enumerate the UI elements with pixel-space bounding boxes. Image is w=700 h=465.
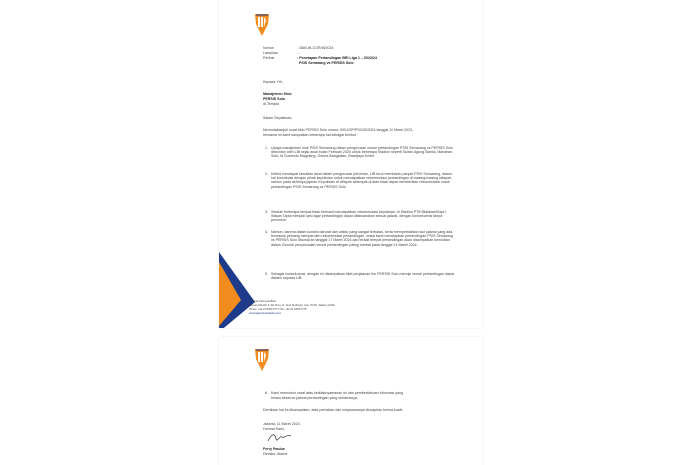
lib-logo-icon	[251, 12, 273, 38]
closing-text: Demikian hal ini disampaikan, atas perhatian dan kerjasamanya diucapkan terima kasih.	[263, 408, 404, 412]
signer-name: Ferry Paulus	[263, 447, 285, 451]
intro-line-2: bersama ini kami sampaikan beberapa hal sebagai berikut :	[263, 133, 358, 137]
perihal-value-2: PSIS Semarang vs PERSIS Solo	[299, 61, 354, 65]
recipient-line3: PERSIS Solo	[263, 97, 285, 101]
point-text: Setelah beberapa tempat tidak berhasil mendapatkan rekomendasi kepolisian, di Stadion PTIK/Batakan/Kapt I Wayan Dipta menjadi opsi agar pertandingan dapat dilaksanakan sesuai jadwal, dengan konsekuensi tanpa penonton.	[271, 210, 447, 223]
point6-line2: terlalu dekat ke jadwal pertandingan yang seharusnya.	[271, 396, 358, 400]
letter-date: Jakarta, 11 Maret 2024	[263, 422, 300, 426]
lampiran-label: Lampiran	[263, 51, 278, 55]
recipient-line2: Manajemen Klub	[263, 92, 292, 96]
intro-line-1: Menindaklanjuti surat klub PERSIS Solo nomor: 0001/SP/PSO/III/2024 tanggal 11 Maret 2023,	[263, 128, 414, 132]
signer-title: Direktur Utama	[263, 452, 288, 456]
nomor-label: Nomor	[263, 46, 274, 50]
footer-address: Menara Mandiri II, 9th Floor, Jl. Jend Sudirman, Kav. 54-55, Jakarta 12190	[249, 304, 335, 307]
lib-logo-icon	[251, 347, 273, 373]
nomor-value: : 358/LIB-COR/III/2024	[297, 46, 334, 50]
recipient-line4: di-Tempat	[263, 102, 279, 106]
point-text: Upaya manajemen klub PSIS Semarang dalam pengurusan venue pertandingan PSIS Semarang vs PERSIS Solo dimonitor oleh LIB sejak awal bulan Februari 2024 untuk beberapa Stadion seperti Sultan Agung Bantul, Manahan Solo, M Soebroto Magelang, Gelora Bangkalan, Brawijaya Kediri.	[271, 146, 453, 159]
greeting: Salam Sepakbola,	[263, 116, 293, 120]
lampiran-value: : -	[297, 51, 301, 55]
point-number: 1.	[265, 146, 268, 150]
point-text: Ketika mendapat kesulitan awal dalam pengurusan perizinan, LIB turut membantu panpel PSIS Semarang, dalam hal koordinasi dengan pihak kepolisian untuk mendapatkan rekomendasi pertandingan di masing-masing wilayah, namun pada akhirnya jajaran Kepolisian di wilayah setempat di atas tidak dapat memberikan rekomendasi untuk pertandingan PSIS Semarang vs PERSIS Solo.	[271, 172, 452, 189]
point-number: 4.	[265, 230, 268, 234]
point6-line1: Kami memohon maaf atas ketidaknyamanan ini dan pemberitahuan informasi yang	[271, 391, 404, 395]
perihal-label: Perihal	[263, 56, 275, 60]
point-text: Namun, karena dalam kondisi darurat dan waktu yang sangat terbatas, serta memperhatikan slot jadwal yang ada, termasuk peluang memperoleh rekomendasi pertandingan, maka kami menetapkan pertandingan PSIS Semarang vs PERSIS Solo ditunda ke tanggal 17 Maret 2024 dan terkait tempat pertandingan akan disampaikan kemudian dalam Circular penyesuaian venue pertandingan paling lambat pada tanggal 14 Maret 2024.	[271, 230, 454, 247]
point-text: Sebagai konsekuensi, dengan ini disampaikan tiket perjalanan tim PERSIS Solo menuju venue pertandingan dapat diklaim kepada LIB.	[271, 272, 455, 281]
footer-company: PT Liga Indonesia Baru	[249, 300, 277, 303]
recipient-line1: Kepada Yth.,	[263, 80, 284, 84]
letter-page-2	[219, 337, 482, 465]
point-number: 6.	[265, 391, 268, 395]
point-number: 5.	[265, 272, 268, 276]
footer-contact: Phone: +62 21 5269 0777 Fax: +62 21 5269 0778	[249, 308, 307, 311]
point-number: 2.	[265, 172, 268, 176]
perihal-value-1: : Penetapan Pertandingan BRI Liga 1 – 2023/24	[297, 56, 377, 60]
salutation: Hormat Kami,	[263, 427, 285, 431]
point-number: 3.	[265, 210, 268, 214]
orange-corner-decoration	[219, 262, 241, 326]
footer-web: www.ligaindonesiabaru.com	[249, 312, 282, 315]
letter-page-1	[219, 0, 482, 328]
signature-icon	[267, 431, 293, 445]
